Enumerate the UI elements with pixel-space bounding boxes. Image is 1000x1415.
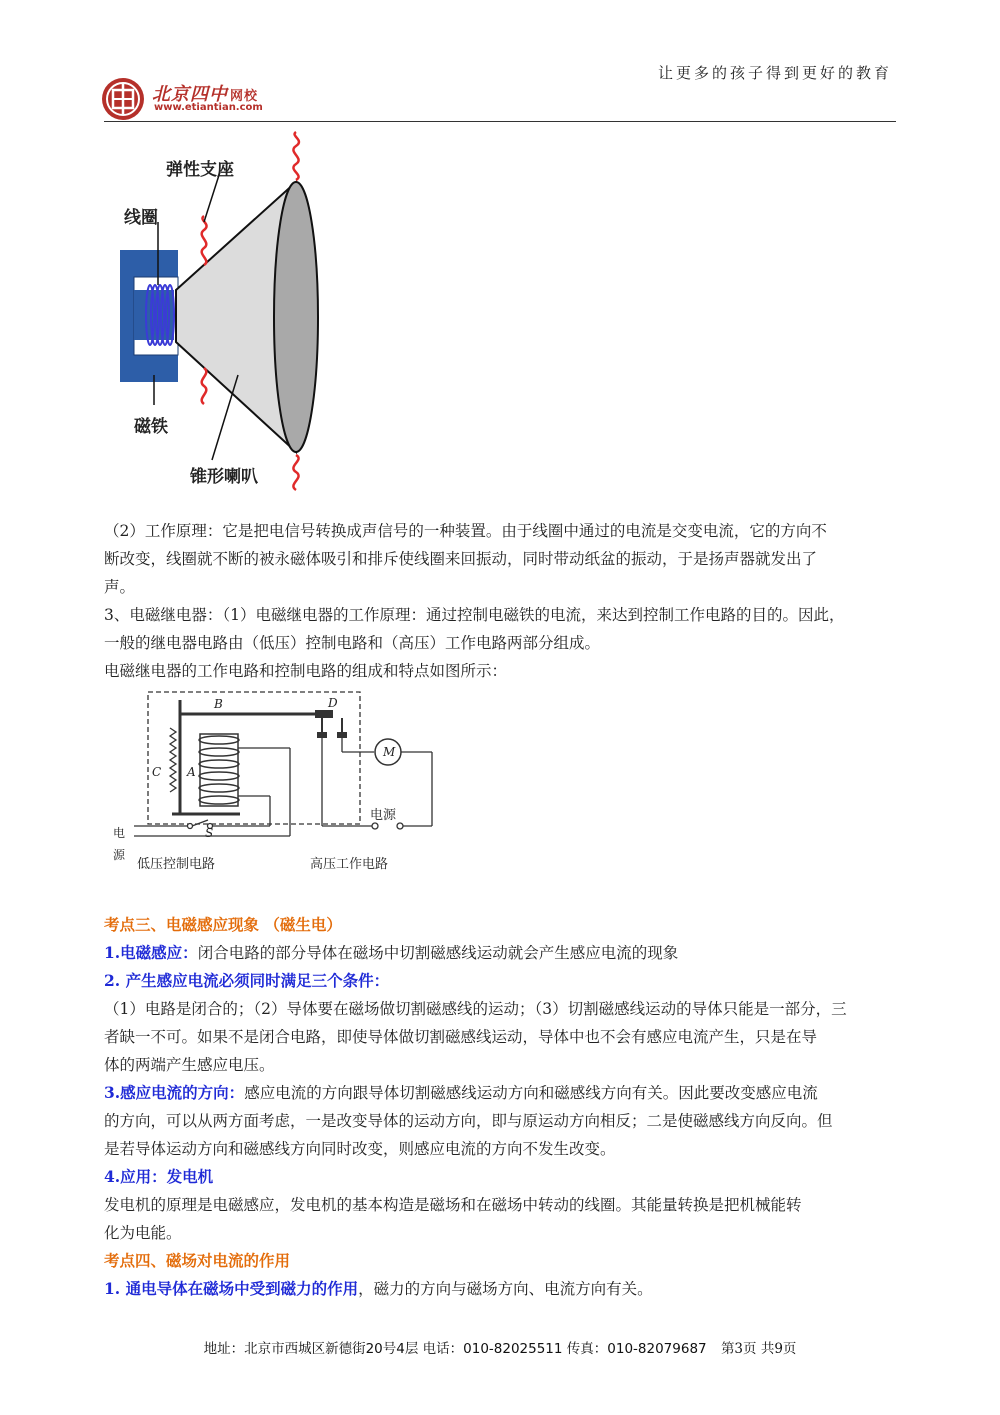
item-1 — [104, 939, 897, 967]
section-4-item-1-text: ，磁力的方向与磁场方向、电流方向有关。 — [358, 1280, 653, 1298]
logo-url: www.etiantian.com — [154, 102, 263, 113]
text-line: 发电机的原理是电磁感应，发电机的基本构造是磁场和在磁场中转动的线圈。其能量转换是把机械能转 — [104, 1196, 802, 1214]
section-4-item-1 — [104, 1275, 897, 1303]
label-magnet: 磁铁 — [134, 417, 168, 437]
working-principle-paragraph — [104, 517, 897, 685]
label-support: 弹性支座 — [166, 160, 234, 180]
relay-label-s: S — [205, 826, 214, 840]
power-label-left-2: 源 — [113, 848, 126, 862]
spring-top — [293, 132, 299, 180]
header-slogan: 让更多的孩子得到更好的教育 — [658, 64, 893, 82]
item-3 — [104, 1079, 897, 1107]
label-coil: 线圈 — [124, 208, 158, 228]
spring-bottom — [293, 455, 298, 490]
relay-label-a: A — [187, 765, 196, 779]
text-line: 化为电能。 — [104, 1224, 182, 1242]
high-voltage-label: 高压工作电路 — [310, 857, 389, 872]
motor-label-m: M — [383, 745, 396, 759]
header-divider — [104, 121, 896, 122]
spring-left-bottom — [202, 368, 207, 404]
section-3-title: 考点三、电磁感应现象 （磁生电） — [104, 915, 342, 934]
section-3 — [104, 911, 897, 1303]
relay-label-b: B — [214, 697, 223, 711]
text-line: 一般的继电器电路由（低压）控制电路和（高压）工作电路两部分组成。 — [104, 634, 601, 652]
item-2-head: 2. 产生感应电流必须同时满足三个条件： — [104, 971, 390, 990]
power-label-left — [113, 822, 125, 866]
text-line: 体的两端产生感应电压。 — [104, 1056, 275, 1074]
relay-label-c: C — [152, 765, 162, 779]
text-line: 电磁继电器的工作电路和控制电路的组成和特点如图所示： — [104, 662, 508, 680]
section-4-item-1-head: 1. 通电导体在磁场中受到磁力的作用 — [104, 1279, 359, 1298]
spring-left-top — [202, 216, 207, 265]
text-line: （1）电路是闭合的；（2）导体要在磁场做切割磁感线的运动；（3）切割磁感线运动的导体只能是一部分，三 — [104, 1000, 847, 1018]
low-voltage-label: 低压控制电路 — [137, 857, 216, 872]
text-line: 者缺一不可。如果不是闭合电路，即使导体做切割磁感线运动，导体中也不会有感应电流产生，只是在导 — [104, 1028, 818, 1046]
item-1-head: 1.电磁感应： — [104, 943, 198, 962]
text-line: （2）工作原理：它是把电信号转换成声信号的一种装置。由于线圈中通过的电流是交变电流，它的方向不 — [104, 522, 827, 540]
label-cone: 锥形喇叭 — [190, 467, 258, 487]
text-line: 是若导体运动方向和磁感线方向同时改变，则感应电流的方向不发生改变。 — [104, 1140, 616, 1158]
footer-address: 地址：北京市西城区新德街20号4层 电话：010-82025511 传真：010-82079687 — [203, 1341, 707, 1357]
item-1-text: 闭合电路的部分导体在磁场中切割磁感线运动就会产生感应电流的现象 — [197, 944, 679, 962]
speaker-diagram — [100, 130, 340, 500]
logo-name: 北京四中 网校 — [152, 84, 259, 105]
text-line: 的方向，可以从两方面考虑，一是改变导体的运动方向，即与原运动方向相反；二是使磁感线方向反向。但 — [104, 1112, 833, 1130]
relay-circuit-diagram — [110, 688, 440, 878]
text-line: 断改变，线圈就不断的被永磁体吸引和排斥使线圈来回振动，同时带动纸盆的振动，于是扬声器就发出了 — [104, 550, 818, 568]
item-3-head: 3.感应电流的方向： — [104, 1083, 245, 1102]
item-3-text: 感应电流的方向跟导体切割磁感线运动方向和磁感线方向有关。因此要改变感应电流 — [244, 1084, 818, 1102]
page-footer — [0, 1337, 1000, 1357]
cone-rim — [274, 182, 318, 452]
footer-page-number: 第3页 共9页 — [720, 1341, 797, 1357]
logo-emblem — [100, 76, 146, 122]
power-label-left-1: 电 — [113, 826, 126, 840]
relay-label-d: D — [328, 696, 338, 710]
item-4-head: 4.应用：发电机 — [104, 1167, 214, 1186]
text-line: 声。 — [104, 578, 136, 596]
section-4-title: 考点四、磁场对电流的作用 — [104, 1251, 291, 1270]
power-label-right: 电源 — [370, 808, 397, 823]
text-line: 3、电磁继电器：（1）电磁继电器的工作原理：通过控制电磁铁的电流，来达到控制工作电路的目的。因此， — [104, 606, 845, 624]
